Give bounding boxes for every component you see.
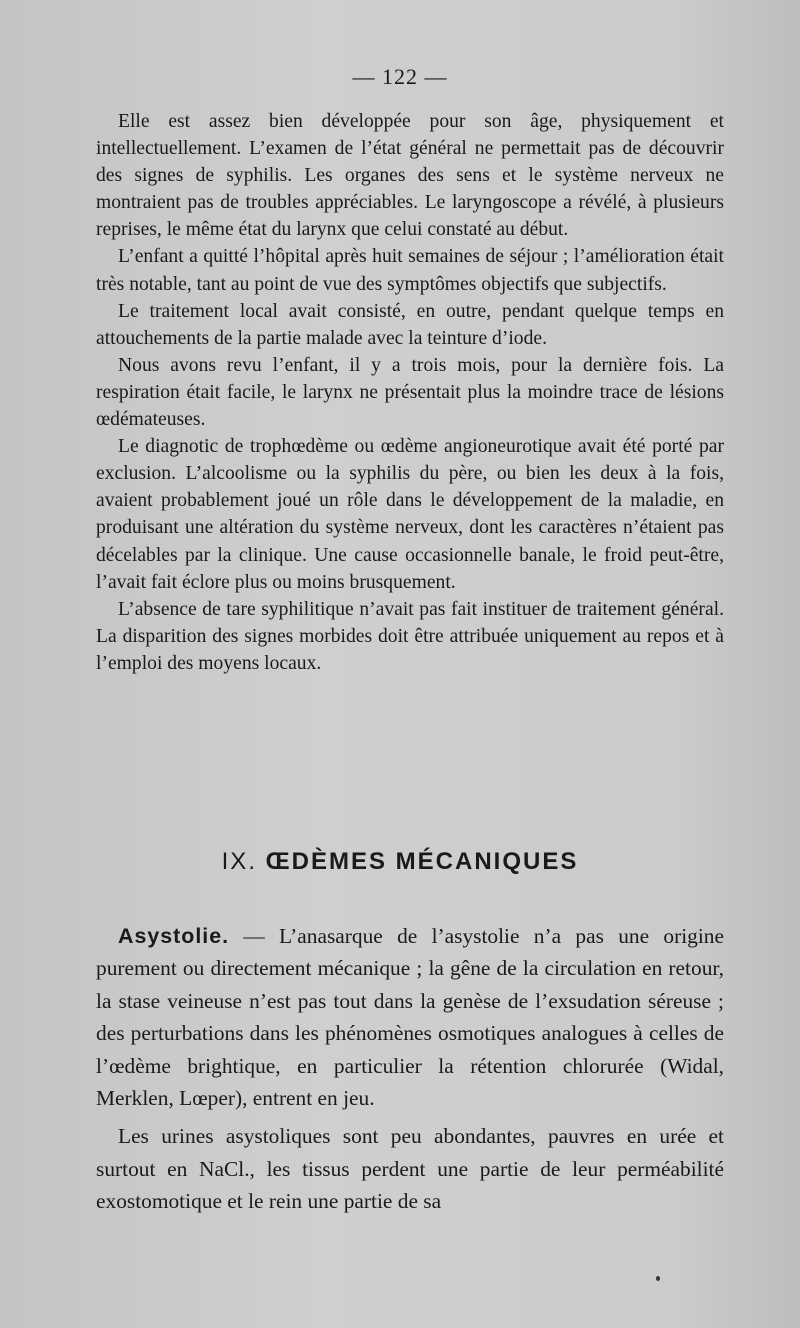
page-number: — 122 — — [352, 64, 448, 89]
body-text-bottom — [96, 920, 724, 1218]
section-heading — [0, 848, 800, 876]
paragraph: L’enfant a quitté l’hôpital après huit semaines de séjour ; l’amélioration était très notable, tant au point de vue des symptômes objectifs que subjectifs. — [96, 246, 724, 295]
body-text-top — [96, 108, 724, 677]
run-in-heading: Asystolie. — [118, 924, 230, 948]
paragraph: Le diagnotic de trophœdème ou œdème angioneurotique avait été porté par exclusion. L’alcoolisme ou la syphilis du père, ou bien les deux à la fois, avaient probablement joué un rôle dans le développement de la maladie, en produisant une altération du système nerveux, dont les caractères n’étaient pas décelables par la clinique. Une cause occasionnelle banale, le froid peut-être, l’avait fait éclore plus ou moins brusquement. — [96, 436, 724, 593]
section-number: IX. — [221, 848, 257, 875]
paragraph: Les urines asystoliques sont peu abondantes, pauvres en urée et surtout en NaCl., les tissus perdent une partie de leur perméabilité exostomotique et le rein une partie de sa — [96, 1124, 724, 1214]
paragraph: L’absence de tare syphilitique n’avait pas fait instituer de traitement général. La disparition des signes morbides doit être attribuée uniquement au repos et à l’emploi des moyens locaux. — [96, 598, 724, 674]
paragraph: Elle est assez bien développée pour son âge, physiquement et intellectuellement. L’examen de l’état général ne permettait pas de découvrir des signes de syphilis. Les organes des sens et le système nerveux ne montraient pas de troubles appréciables. Le laryngoscope a révélé, à plusieurs reprises, le même état du larynx que celui constaté au début. — [96, 111, 724, 241]
section-title: ŒDÈMES MÉCANIQUES — [265, 848, 579, 875]
paragraph — [96, 920, 724, 1114]
paragraph: Le traitement local avait consisté, en outre, pendant quelque temps en attouchements de la partie malade avec la teinture d’iode. — [96, 300, 724, 349]
paragraph: Nous avons revu l’enfant, il y a trois mois, pour la dernière fois. La respiration était facile, le larynx ne présentait plus la moindre trace de lésions œdémateuses. — [96, 354, 724, 431]
ink-speck — [656, 1276, 660, 1281]
paragraph-text: — L’anasarque de l’asystolie n’a pas une origine purement ou directement mécanique ; la gêne de la circulation en retour, la stase veineuse n’est pas tout dans la genèse de l’exsudation séreuse ; des perturbations dans les phénomènes osmotiques analogues à celles de l’œdème brightique, en particulier la rétention chlorurée (Widal, Merklen, Lœper), entrent en jeu. — [96, 924, 724, 1111]
